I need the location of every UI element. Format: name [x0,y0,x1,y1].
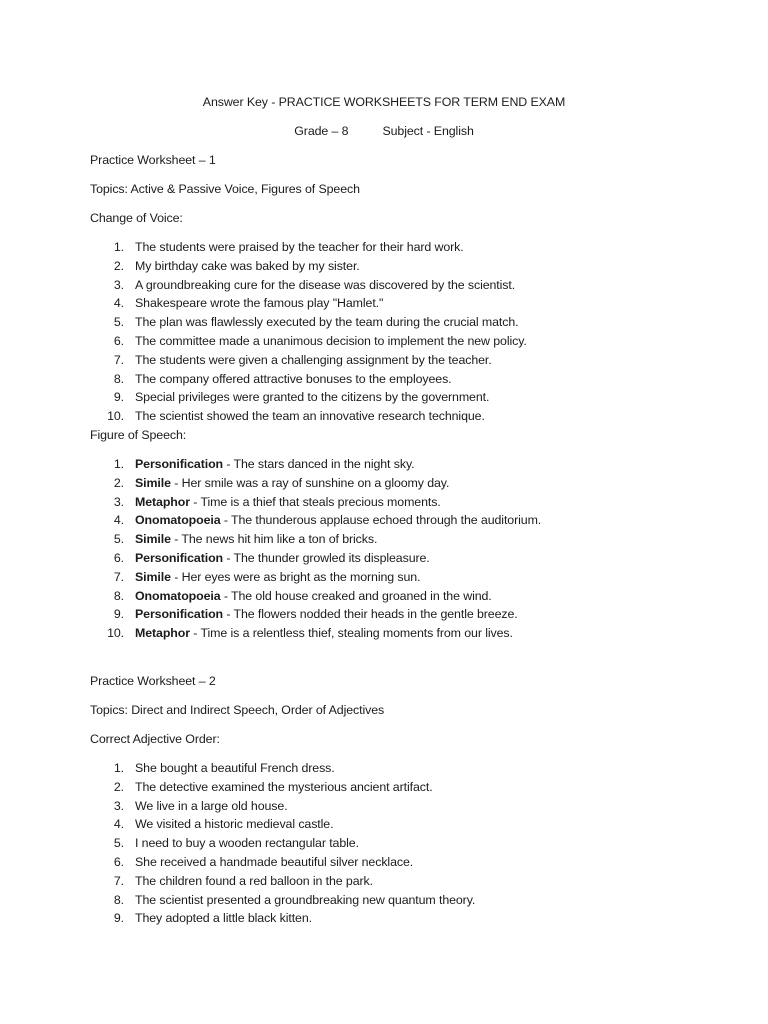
list-item-text: - Time is a thief that steals precious moments. [189,494,441,509]
list-item-number: 5. [113,532,124,547]
list-item [135,569,420,585]
list-item [135,352,492,368]
list-item [135,512,541,528]
list-item-text: I need to buy a wooden rectangular table. [135,836,359,851]
figure-of-speech-heading: Figure of Speech: [90,428,187,442]
document-title: Answer Key - PRACTICE WORKSHEETS FOR TERM END EXAM [202,95,566,109]
list-item-text: - The flowers nodded their heads in the gentle breeze. [223,607,518,622]
list-item [135,835,359,851]
figure-term: Simile [135,532,171,547]
list-item-text: - The news hit him like a ton of bricks. [170,532,378,547]
list-item [135,798,288,814]
list-item-text: My birthday cake was baked by my sister. [135,258,360,273]
list-item-text: She received a handmade beautiful silver necklace. [135,855,414,869]
list-item-number: 9. [113,607,124,622]
list-item [135,760,335,776]
list-item-text: The company offered attractive bonuses to the employees. [135,371,452,386]
list-item [135,873,373,889]
list-item-number: 1. [113,457,124,471]
worksheet1-topics: Topics: Active & Passive Voice, Figures of Speech [90,182,360,196]
figure-term: Simile [135,569,171,584]
figure-term: Personification [135,607,224,622]
change-of-voice-heading: Change of Voice: [90,211,183,225]
list-item [135,892,475,908]
list-item [135,314,519,330]
list-item-number: 7. [113,873,124,888]
list-item-text: - Time is a relentless thief, stealing moments from our lives. [189,626,513,641]
list-item [135,531,377,547]
figure-term: Metaphor [135,494,190,509]
list-item-number: 9. [113,390,124,405]
list-item-number: 6. [113,551,124,565]
list-item-number: 8. [113,371,124,386]
list-item-text: Shakespeare wrote the famous play "Hamlet." [135,296,384,311]
list-item-text: - The thunderous applause echoed through the auditorium. [220,513,542,528]
list-item [135,389,489,405]
list-item-text: - Her eyes were as bright as the morning sun. [170,569,421,584]
list-item [135,456,414,472]
list-item-text: The scientist showed the team an innovative research technique. [135,409,485,424]
list-item-number: 6. [113,855,124,869]
list-item [135,854,413,870]
list-item-text: We live in a large old house. [135,798,288,813]
figure-term: Personification [135,551,224,565]
list-item [135,606,518,622]
worksheet1-heading: Practice Worksheet – 1 [90,153,216,167]
list-item-text: A groundbreaking cure for the disease was discovered by the scientist. [135,277,516,292]
list-item-text: The plan was flawlessly executed by the team during the crucial match. [135,315,519,330]
list-item-number: 8. [113,588,124,603]
list-item-text: We visited a historic medieval castle. [135,817,334,832]
list-item-number: 1. [113,761,124,775]
worksheet2-topics: Topics: Direct and Indirect Speech, Order of Adjectives [90,703,385,717]
list-item-text: They adopted a little black kitten. [135,911,312,926]
list-item [135,258,360,274]
list-item-text: Special privileges were granted to the citizens by the government. [135,390,490,405]
list-item-number: 2. [113,258,124,273]
figure-term: Personification [135,457,224,471]
list-item-text: - The old house creaked and groaned in the wind. [220,588,492,603]
adjective-order-heading: Correct Adjective Order: [90,732,220,746]
list-item-text: The detective examined the mysterious ancient artifact. [135,779,433,794]
figure-term: Simile [135,475,171,490]
list-item-number: 6. [113,334,124,348]
figure-term: Onomatopoeia [135,588,221,603]
list-item-number: 1. [113,240,124,254]
list-item [135,371,452,387]
list-item [135,295,383,311]
list-item-text: - The stars danced in the night sky. [223,457,415,471]
list-item-number: 3. [113,494,124,509]
list-item-number: 2. [113,475,124,490]
list-item-text: She bought a beautiful French dress. [135,761,335,775]
list-item-number: 3. [113,798,124,813]
worksheet2-heading: Practice Worksheet – 2 [90,674,216,688]
list-item-number: 9. [113,911,124,926]
figure-term: Metaphor [135,626,190,641]
list-item-text: The children found a red balloon in the park. [135,873,373,888]
list-item-number: 7. [113,352,124,367]
list-item-text: - Her smile was a ray of sunshine on a gloomy day. [170,475,450,490]
list-item [135,494,441,510]
list-item-number: 4. [113,817,124,832]
list-item-number: 5. [113,315,124,330]
list-item-number: 7. [113,569,124,584]
list-item-number: 4. [113,513,124,528]
list-item [135,333,527,349]
grade-subject-line [0,123,768,139]
list-item-text: The students were praised by the teacher for their hard work. [135,240,464,254]
subject-label: Subject - English [382,124,474,138]
list-item-number: 2. [113,779,124,794]
figure-term: Onomatopoeia [135,513,221,528]
list-item-text: The committee made a unanimous decision to implement the new policy. [135,334,527,348]
list-item [135,277,515,293]
list-item-number: 10. [107,626,124,641]
list-item [135,550,430,566]
list-item [135,816,333,832]
list-item [135,588,492,604]
list-item [135,239,464,255]
list-item-number: 5. [113,836,124,851]
list-item-number: 3. [113,277,124,292]
grade-label: Grade – 8 [294,124,349,138]
list-item-number: 10. [107,409,124,424]
list-item [135,408,485,424]
list-item-number: 8. [113,892,124,907]
list-item-text: - The thunder growled its displeasure. [223,551,430,565]
list-item-number: 4. [113,296,124,311]
list-item-text: The students were given a challenging assignment by the teacher. [135,352,492,367]
list-item [135,625,513,641]
list-item [135,779,433,795]
list-item [135,475,449,491]
list-item-text: The scientist presented a groundbreaking new quantum theory. [135,892,476,907]
list-item [135,910,312,926]
